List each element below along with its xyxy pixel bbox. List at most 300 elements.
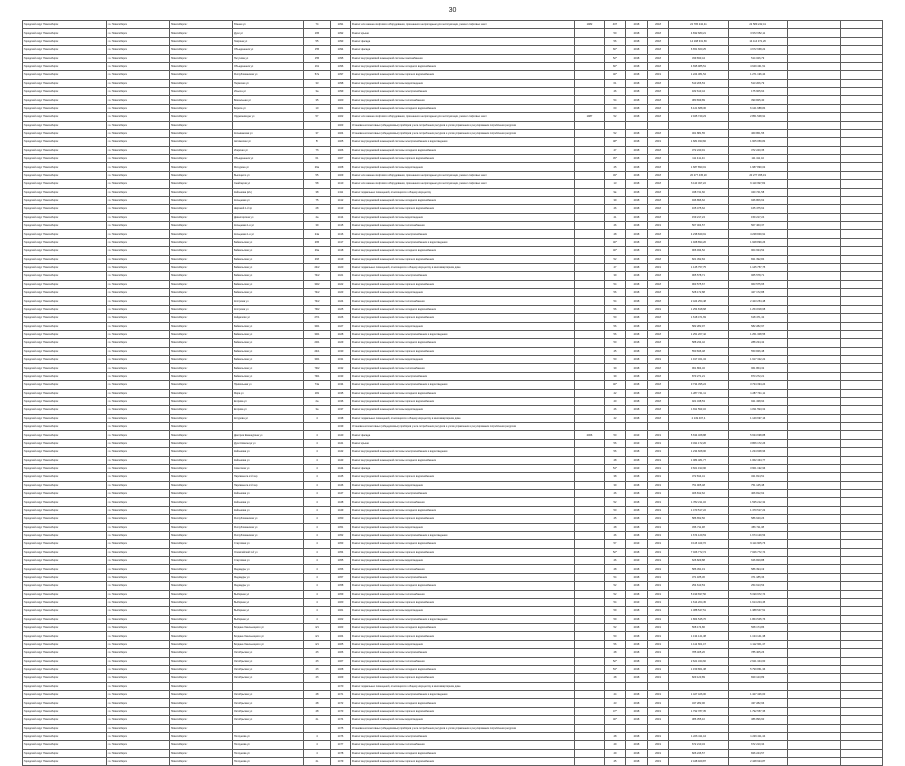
cell-region: Городской округ Новосибирск: [23, 389, 107, 397]
cell-year-built: 46: [604, 205, 626, 213]
cell-note: [575, 381, 604, 389]
cell-street: Колыванская ул: [233, 129, 304, 137]
cell-row-number: 1440: [330, 431, 350, 439]
cell-row-number: 1397: [330, 71, 350, 79]
cell-house: 48: [304, 691, 331, 699]
table-row: [23, 473, 883, 481]
cell-amount-fund: 460 861,55: [728, 129, 787, 137]
cell-city: Новосибирск г: [170, 205, 233, 213]
cell-note: [575, 674, 604, 682]
cell-year-built: 57: [604, 540, 626, 548]
cell-house: 55: [304, 171, 331, 179]
cell-blank-1: [787, 54, 840, 62]
cell-amount-fund: 2 423 254,48: [728, 297, 787, 305]
cell-amount-total: 961 864,32: [669, 364, 728, 372]
cell-work-type: Ремонт внутридомовой инженерной системы электроснабжения: [351, 732, 575, 740]
cell-region: Городской округ Новосибирск: [23, 657, 107, 665]
cell-amount-total: 751 905,48: [669, 481, 728, 489]
cell-year-actual: 2019: [647, 657, 669, 665]
cell-year-built: 42: [604, 389, 626, 397]
cell-street: Ползунова ул: [233, 741, 304, 749]
cell-year-built: 56: [604, 448, 626, 456]
cell-blank-1: [787, 557, 840, 565]
cell-blank-2: [840, 464, 882, 472]
cell-blank-1: [787, 741, 840, 749]
cell-year-plan: 2018: [626, 741, 648, 749]
cell-blank-1: [787, 247, 840, 255]
table-row: [23, 531, 883, 539]
cell-blank-2: [840, 640, 882, 648]
cell-blank-1: [787, 448, 840, 456]
cell-district: г.о. Новосибирск: [106, 573, 169, 581]
cell-street: [233, 121, 304, 129]
cell-house: 7б: [304, 146, 331, 154]
cell-blank-2: [840, 238, 882, 246]
cell-note: 2006: [575, 431, 604, 439]
cell-year-actual: 2018: [647, 280, 669, 288]
table-row: [23, 707, 883, 715]
cell-year-actual: 2019: [647, 640, 669, 648]
cell-house: 4/1: [304, 632, 331, 640]
cell-region: Городской округ Новосибирск: [23, 624, 107, 632]
cell-year-actual: 2019: [647, 741, 669, 749]
cell-district: г.о. Новосибирск: [106, 758, 169, 766]
cell-work-type: Ремонт внутридомовой инженерной системы горячего водоснабжения: [351, 255, 575, 263]
cell-amount-total: 4 695 985,51: [669, 62, 728, 70]
cell-blank-1: [787, 498, 840, 506]
cell-blank-1: [787, 330, 840, 338]
cell-amount-total: 348 741,60: [669, 188, 728, 196]
cell-year-plan: 2018: [626, 640, 648, 648]
cell-work-type: Ремонт внутридомовой инженерной системы холодного водоснабжения: [351, 305, 575, 313]
cell-amount-fund: 2 851 548,91: [728, 113, 787, 121]
cell-house: 4/1: [304, 624, 331, 632]
cell-street: Вокзальная ул: [233, 96, 304, 104]
cell-house: 4: [304, 498, 331, 506]
cell-region: Городской округ Новосибирск: [23, 113, 107, 121]
cell-district: г.о. Новосибирск: [106, 657, 169, 665]
cell-amount-total: 1 811 593,32: [669, 406, 728, 414]
cell-house: 73а: [304, 381, 331, 389]
cell-district: г.о. Новосибирск: [106, 540, 169, 548]
cell-work-type: Ремонт внутридомовой инженерной системы газоснабжения: [351, 54, 575, 62]
cell-row-number: 1411: [330, 188, 350, 196]
cell-amount-fund: 514 026,79: [728, 54, 787, 62]
table-row: [23, 121, 883, 129]
cell-year-actual: 2019: [647, 473, 669, 481]
cell-blank-1: [787, 138, 840, 146]
cell-district: г.о. Новосибирск: [106, 347, 169, 355]
cell-district: г.о. Новосибирск: [106, 29, 169, 37]
table-row: [23, 439, 883, 447]
cell-amount-fund: 1 811 593,32: [728, 406, 787, 414]
cell-street: Дмитрия Шамшурина ул: [233, 431, 304, 439]
cell-house: 4L: [304, 758, 331, 766]
cell-blank-2: [840, 448, 882, 456]
cell-house: 161: [304, 62, 331, 70]
cell-year-actual: 2019: [647, 456, 669, 464]
table-row: [23, 397, 883, 405]
cell-year-built: 44: [604, 691, 626, 699]
cell-note: [575, 565, 604, 573]
cell-year-actual: 2019: [647, 439, 669, 447]
cell-year-plan: 2018: [626, 297, 648, 305]
cell-amount-fund: 254 613,53: [728, 582, 787, 590]
cell-work-type: Ремонт внутридомовой инженерной системы холодного водоснабжения: [351, 247, 575, 255]
cell-note: [575, 632, 604, 640]
cell-note: [575, 515, 604, 523]
register-table-wrapper: [0, 20, 905, 766]
cell-amount-total: 2 448 929,87: [669, 758, 728, 766]
cell-amount-total: 906 934,52: [669, 247, 728, 255]
table-row: [23, 113, 883, 121]
cell-work-type: Ремонт внутридомовой инженерной системы водоотведения: [351, 322, 575, 330]
cell-note: [575, 414, 604, 422]
cell-work-type: Ремонт внутридомовой инженерной системы теплоснабжения: [351, 498, 575, 506]
cell-blank-1: [787, 322, 840, 330]
cell-blank-1: [787, 758, 840, 766]
cell-city: Новосибирск г: [170, 397, 233, 405]
cell-year-built: [604, 682, 626, 690]
cell-street: Объединения ул: [233, 155, 304, 163]
cell-note: [575, 665, 604, 673]
cell-year-actual: 2019: [647, 598, 669, 606]
cell-row-number: 1441: [330, 439, 350, 447]
cell-house: 35: [304, 96, 331, 104]
cell-year-actual: 2018: [647, 347, 669, 355]
cell-amount-total: 380 839,89: [669, 96, 728, 104]
cell-row-number: 1439: [330, 423, 350, 431]
cell-blank-1: [787, 314, 840, 322]
cell-year-plan: 2018: [626, 758, 648, 766]
cell-row-number: 1414: [330, 213, 350, 221]
table-row: [23, 79, 883, 87]
cell-house: 165: [304, 29, 331, 37]
cell-blank-2: [840, 330, 882, 338]
cell-blank-1: [787, 732, 840, 740]
cell-street: Автоматики ул: [233, 138, 304, 146]
cell-year-actual: 2019: [647, 71, 669, 79]
cell-amount-fund: 586 640,26: [728, 515, 787, 523]
cell-district: г.о. Новосибирск: [106, 557, 169, 565]
cell-year-actual: 2018: [647, 79, 669, 87]
cell-year-actual: 2019: [647, 138, 669, 146]
cell-year-built: [604, 724, 626, 732]
cell-blank-2: [840, 615, 882, 623]
cell-note: [575, 682, 604, 690]
cell-street: Богдана Хмельницкого ул: [233, 632, 304, 640]
cell-blank-1: [787, 96, 840, 104]
table-row: [23, 590, 883, 598]
cell-amount-fund: 6 110 997,82: [728, 180, 787, 188]
cell-work-type: Ремонт внутридомовой инженерной системы горячего водоснабжения: [351, 674, 575, 682]
table-row: [23, 540, 883, 548]
cell-city: Новосибирск г: [170, 88, 233, 96]
cell-street: Орджоникидзе ул: [233, 113, 304, 121]
cell-note: [575, 741, 604, 749]
table-row: [23, 624, 883, 632]
cell-work-type: Ремонт внутридомовой инженерной системы электроснабжения: [351, 649, 575, 657]
cell-year-plan: 2018: [626, 205, 648, 213]
cell-amount-fund: 1 149 697,16: [728, 414, 787, 422]
cell-house: 4: [304, 557, 331, 565]
cell-city: Новосибирск г: [170, 46, 233, 54]
cell-blank-2: [840, 171, 882, 179]
cell-note: [575, 573, 604, 581]
cell-region: Городской округ Новосибирск: [23, 540, 107, 548]
cell-city: Новосибирск г: [170, 121, 233, 129]
cell-street: Мичурина ул: [233, 163, 304, 171]
cell-row-number: 1479: [330, 758, 350, 766]
cell-year-built: 50: [604, 632, 626, 640]
cell-house: 4: [304, 582, 331, 590]
cell-year-built: 56: [604, 37, 626, 45]
cell-house: 58: [304, 180, 331, 188]
cell-blank-1: [787, 88, 840, 96]
cell-amount-fund: 1 062 434,77: [728, 456, 787, 464]
cell-district: г.о. Новосибирск: [106, 280, 169, 288]
cell-city: Новосибирск г: [170, 129, 233, 137]
cell-blank-1: [787, 624, 840, 632]
cell-row-number: 1449: [330, 506, 350, 514]
cell-work-type: Ремонт крыши: [351, 29, 575, 37]
cell-house: 30/1: [304, 322, 331, 330]
cell-year-plan: 2018: [626, 473, 648, 481]
cell-blank-1: [787, 615, 840, 623]
cell-amount-fund: 1 614 204,45: [728, 598, 787, 606]
cell-blank-1: [787, 29, 840, 37]
cell-district: г.о. Новосибирск: [106, 322, 169, 330]
cell-amount-total: 386 355,10: [669, 716, 728, 724]
cell-year-actual: 2018: [647, 339, 669, 347]
cell-city: Новосибирск г: [170, 71, 233, 79]
cell-year-built: 61: [604, 79, 626, 87]
cell-street: Октябрьская ул: [233, 691, 304, 699]
cell-blank-1: [787, 682, 840, 690]
cell-year-plan: 2019: [626, 557, 648, 565]
cell-house: 55: [304, 37, 331, 45]
cell-street: Богдана Хмельницкого ул: [233, 624, 304, 632]
cell-street: Кольцевая 1-я ул: [233, 230, 304, 238]
cell-amount-fund: 1 112 661,47: [728, 640, 787, 648]
cell-house: 57: [304, 113, 331, 121]
cell-row-number: 1446: [330, 481, 350, 489]
table-body: [23, 21, 883, 766]
cell-row-number: 1419: [330, 255, 350, 263]
cell-year-built: 48: [604, 456, 626, 464]
cell-region: Городской округ Новосибирск: [23, 749, 107, 757]
cell-blank-2: [840, 707, 882, 715]
cell-district: г.о. Новосибирск: [106, 297, 169, 305]
cell-house: 155: [304, 46, 331, 54]
cell-amount-total: 1 681 933,82: [669, 138, 728, 146]
cell-note: [575, 758, 604, 766]
cell-city: Новосибирск г: [170, 741, 233, 749]
cell-note: [575, 506, 604, 514]
cell-row-number: 1463: [330, 624, 350, 632]
cell-note: [575, 330, 604, 338]
cell-amount-total: 22 795 242,41: [669, 21, 728, 29]
cell-blank-2: [840, 305, 882, 313]
cell-house: 3а: [304, 406, 331, 414]
cell-amount-total: 14 198 331,66: [669, 37, 728, 45]
cell-city: Новосибирск г: [170, 222, 233, 230]
cell-blank-1: [787, 716, 840, 724]
cell-row-number: 1427: [330, 322, 350, 330]
cell-region: Городской округ Новосибирск: [23, 230, 107, 238]
cell-year-built: 41: [604, 213, 626, 221]
cell-blank-1: [787, 62, 840, 70]
cell-amount-fund: 1 605 059,82: [728, 138, 787, 146]
cell-house: 4б: [304, 649, 331, 657]
cell-district: г.о. Новосибирск: [106, 490, 169, 498]
cell-year-actual: 2019: [647, 305, 669, 313]
cell-year-built: 54: [604, 598, 626, 606]
cell-street: Медкадры ул: [233, 582, 304, 590]
cell-note: [575, 171, 604, 179]
cell-district: г.о. Новосибирск: [106, 255, 169, 263]
cell-work-type: Ремонт внутридомовой инженерной системы холодного водоснабжения: [351, 146, 575, 154]
cell-house: 20/1: [304, 339, 331, 347]
cell-blank-2: [840, 129, 882, 137]
cell-year-built: 54: [604, 297, 626, 305]
cell-year-actual: 2018: [647, 322, 669, 330]
cell-amount-fund: 3 601 192,96: [728, 464, 787, 472]
cell-year-actual: 2019: [647, 506, 669, 514]
cell-blank-2: [840, 71, 882, 79]
cell-blank-1: [787, 113, 840, 121]
cell-work-type: Ремонт внутридомовой инженерной системы водоотведения: [351, 640, 575, 648]
cell-city: Новосибирск г: [170, 54, 233, 62]
cell-house: 38: [304, 188, 331, 196]
cell-district: г.о. Новосибирск: [106, 439, 169, 447]
cell-amount-total: 821 392,84: [669, 255, 728, 263]
cell-amount-fund: 1 674 129,53: [728, 531, 787, 539]
cell-region: Городской округ Новосибирск: [23, 205, 107, 213]
cell-work-type: Ремонт внутридомовой инженерной системы холодного водоснабжения: [351, 540, 575, 548]
cell-city: Новосибирск г: [170, 515, 233, 523]
cell-city: Новосибирск г: [170, 456, 233, 464]
cell-region: Городской округ Новосибирск: [23, 372, 107, 380]
cell-note: [575, 372, 604, 380]
cell-year-built: 46: [604, 557, 626, 565]
cell-house: 4а: [304, 213, 331, 221]
cell-year-actual: 2019: [647, 431, 669, 439]
cell-row-number: 1436: [330, 397, 350, 405]
cell-amount-total: 1 917 321,34: [669, 356, 728, 364]
cell-note: [575, 263, 604, 271]
cell-note: [575, 490, 604, 498]
cell-work-type: Ремонт внутридомовой инженерной системы электроснабжения: [351, 372, 575, 380]
cell-blank-1: [787, 515, 840, 523]
cell-city: Новосибирск г: [170, 322, 233, 330]
cell-house: 4: [304, 540, 331, 548]
cell-street: [233, 423, 304, 431]
cell-amount-fund: 456 711,38: [728, 523, 787, 531]
table-row: [23, 62, 883, 70]
cell-district: г.о. Новосибирск: [106, 247, 169, 255]
cell-amount-total: 1 145 757,75: [669, 263, 728, 271]
cell-house: 4б: [304, 657, 331, 665]
cell-region: Городской округ Новосибирск: [23, 62, 107, 70]
cell-city: Новосибирск г: [170, 632, 233, 640]
cell-row-number: 1415: [330, 222, 350, 230]
cell-city: Новосибирск г: [170, 171, 233, 179]
table-row: [23, 272, 883, 280]
cell-region: Городской округ Новосибирск: [23, 439, 107, 447]
cell-blank-1: [787, 297, 840, 305]
cell-blank-1: [787, 37, 840, 45]
cell-street: Егорова ул: [233, 406, 304, 414]
cell-amount-fund: 965 578,71: [728, 272, 787, 280]
cell-blank-1: [787, 473, 840, 481]
cell-blank-1: [787, 749, 840, 757]
cell-amount-total: [669, 121, 728, 129]
cell-blank-2: [840, 540, 882, 548]
cell-blank-1: [787, 381, 840, 389]
cell-work-type: Ремонт внутридомовой инженерной системы горячего водоснабжения: [351, 280, 575, 288]
cell-year-built: 48: [604, 523, 626, 531]
cell-amount-total: 1 928 894,26: [669, 238, 728, 246]
cell-region: Городской округ Новосибирск: [23, 96, 107, 104]
cell-street: Кайгыкова ул: [233, 506, 304, 514]
cell-district: г.о. Новосибирск: [106, 456, 169, 464]
cell-row-number: 1464: [330, 632, 350, 640]
cell-year-plan: 2018: [626, 29, 648, 37]
cell-amount-fund: 829 123,89: [728, 674, 787, 682]
cell-year-built: 46: [604, 88, 626, 96]
cell-blank-1: [787, 423, 840, 431]
cell-row-number: 1424: [330, 297, 350, 305]
cell-house: 4: [304, 531, 331, 539]
cell-year-plan: 2018: [626, 498, 648, 506]
cell-year-actual: 2018: [647, 155, 669, 163]
cell-amount-total: 6 651 660,25: [669, 46, 728, 54]
cell-district: г.о. Новосибирск: [106, 515, 169, 523]
cell-work-type: Ремонт внутридомовой инженерной системы горячего водоснабжения: [351, 548, 575, 556]
table-row: [23, 732, 883, 740]
cell-year-plan: 2018: [626, 37, 648, 45]
cell-region: Городской округ Новосибирск: [23, 289, 107, 297]
cell-blank-2: [840, 62, 882, 70]
cell-amount-fund: 586 394,19: [728, 565, 787, 573]
cell-work-type: Ремонт внутридомовой инженерной системы водоотведения: [351, 163, 575, 171]
cell-city: Новосибирск г: [170, 263, 233, 271]
cell-house: 4: [304, 414, 331, 422]
cell-amount-fund: 1 134 141,38: [728, 632, 787, 640]
cell-row-number: 1425: [330, 305, 350, 313]
cell-city: Новосибирск г: [170, 674, 233, 682]
cell-year-plan: 2018: [626, 565, 648, 573]
cell-blank-2: [840, 758, 882, 766]
cell-year-plan: 2018: [626, 213, 648, 221]
cell-amount-total: 588 234,42: [669, 339, 728, 347]
cell-street: Кайгыкова (в/ч): [233, 188, 304, 196]
cell-year-plan: 2018: [626, 632, 648, 640]
cell-blank-2: [840, 372, 882, 380]
cell-amount-fund: 9 114 605,76: [728, 540, 787, 548]
cell-row-number: 1401: [330, 104, 350, 112]
cell-region: Городской округ Новосибирск: [23, 297, 107, 305]
cell-street: Октябрьская ул: [233, 674, 304, 682]
cell-work-type: Ремонт внутридомовой инженерной системы теплоснабжения: [351, 590, 575, 598]
cell-amount-total: 3 601 193,96: [669, 464, 728, 472]
cell-amount-fund: 618 471,42: [728, 314, 787, 322]
cell-year-actual: 2019: [647, 490, 669, 498]
cell-blank-2: [840, 213, 882, 221]
cell-blank-1: [787, 565, 840, 573]
cell-house: 4: [304, 565, 331, 573]
